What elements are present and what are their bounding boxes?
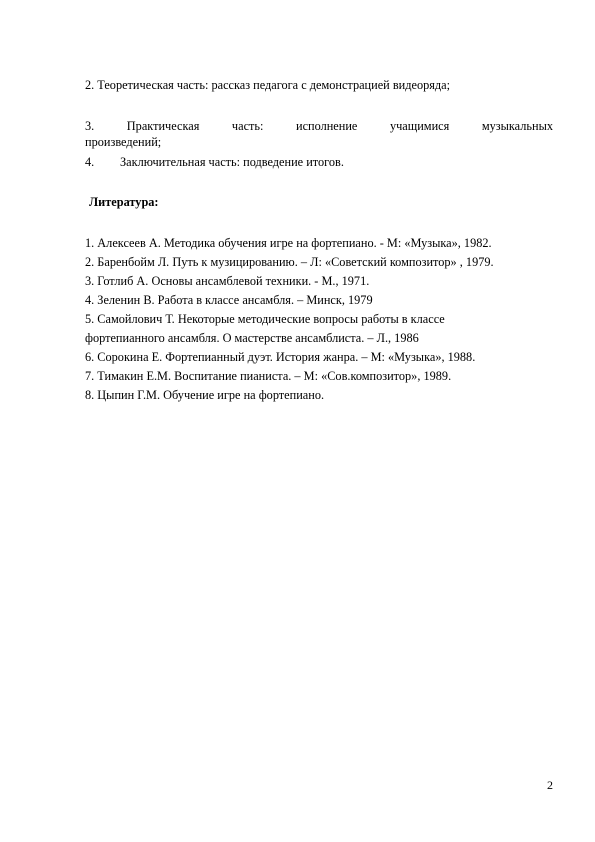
outline-item-3-word: Практическая: [126, 119, 200, 133]
outline-item-3-first-line: [85, 118, 553, 134]
literature-item: 5. Самойлович Т. Некоторые методические вопросы работы в классе: [85, 312, 445, 326]
outline-item-2: 2. Теоретическая часть: рассказ педагога с демонстрацией видеоряда;: [85, 78, 451, 92]
literature-item: 1. Алексеев А. Методика обучения игре на фортепиано. - М: «Музыка», 1982.: [85, 236, 492, 250]
literature-item: 7. Тимакин Е.М. Воспитание пианиста. – М: «Сов.композитор», 1989.: [85, 369, 452, 383]
outline-item-3-word: 3.: [85, 119, 95, 133]
literature-item: 6. Сорокина Е. Фортепианный дуэт. История жанра. – М: «Музыка», 1988.: [85, 350, 476, 364]
literature-item: 3. Готлиб А. Основы ансамблевой техники. - М., 1971.: [85, 274, 370, 288]
outline-item-3-word: часть:: [231, 119, 264, 133]
outline-item-3-word: исполнение: [295, 119, 358, 133]
outline-item-3-word: музыкальных: [481, 119, 553, 133]
outline-item-3-continuation: произведений;: [85, 135, 162, 149]
literature-item: 2. Баренбойм Л. Путь к музицированию. – Л: «Советский композитор» , 1979.: [85, 255, 494, 269]
literature-item: 4. Зеленин В. Работа в классе ансамбля. – Минск, 1979: [85, 293, 373, 307]
outline-item-3-word: учащимися: [389, 119, 450, 133]
outline-item-4-number: 4.: [85, 155, 95, 169]
outline-item-4-text: Заключительная часть: подведение итогов.: [120, 155, 344, 169]
page-number: 2: [547, 778, 553, 792]
literature-heading: Литература:: [89, 195, 159, 209]
literature-item: 8. Цыпин Г.М. Обучение игре на фортепиано.: [85, 388, 325, 402]
literature-item-continuation: фортепианного ансамбля. О мастерстве ансамблиста. – Л., 1986: [85, 331, 419, 345]
